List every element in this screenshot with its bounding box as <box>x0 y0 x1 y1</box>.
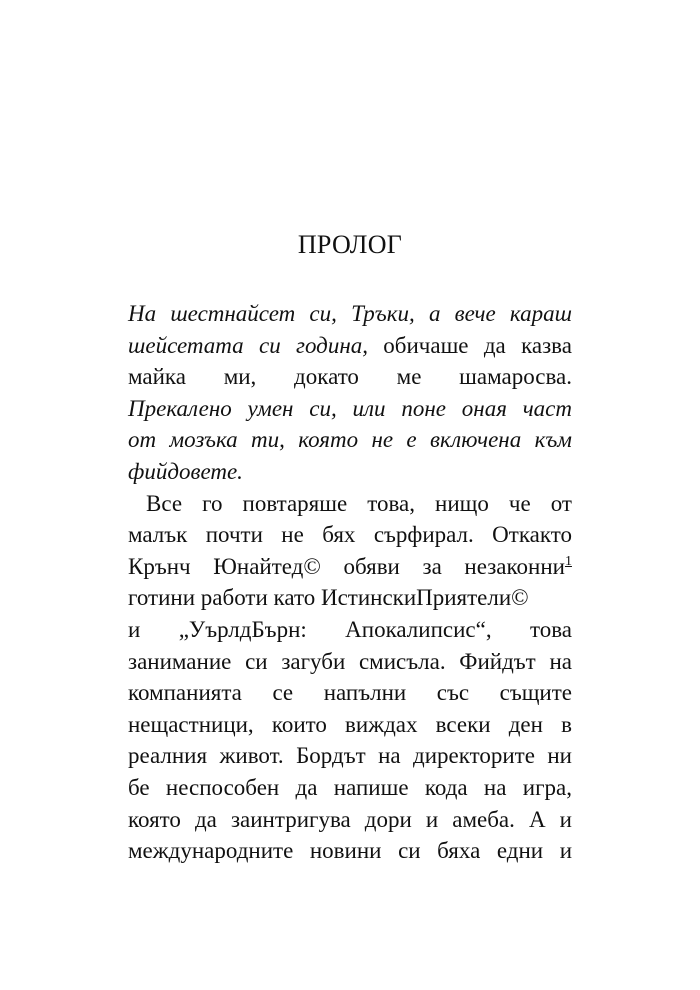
text-line <box>128 298 572 330</box>
text-word: малък <box>128 522 188 548</box>
text-word: го <box>202 490 223 516</box>
text-word: работи <box>200 585 268 611</box>
text-word: Откакто <box>492 522 572 548</box>
text-word: ни <box>547 743 572 769</box>
text-word: докато <box>294 364 359 390</box>
text-word: Крънч <box>128 553 191 579</box>
text-word: и <box>559 838 572 864</box>
text-word: не <box>281 522 304 548</box>
text-word: реалния <box>128 743 208 769</box>
text-word: бях <box>322 522 356 548</box>
text-word: обяви <box>343 553 400 579</box>
text-line <box>128 456 572 488</box>
footnote-marker[interactable]: 1 <box>564 553 572 569</box>
chapter-title: ПРОЛОГ <box>297 230 403 259</box>
text-word: обичаше <box>383 332 469 358</box>
text-line <box>128 709 572 741</box>
text-word: незаконни$^1$ <box>464 553 572 579</box>
text-word: от <box>550 490 572 516</box>
text-word: А <box>528 806 546 832</box>
text-word: напише <box>333 774 409 800</box>
text-line <box>128 361 572 393</box>
text-word: част <box>522 395 572 421</box>
text-word: шейсетата <box>128 332 244 358</box>
text-word: фийдовете. <box>128 458 243 484</box>
text-word: заинтригува <box>230 806 351 832</box>
text-word: като <box>273 585 316 611</box>
text-line <box>128 551 572 583</box>
text-word: си, <box>309 395 337 421</box>
text-word: и <box>559 806 572 832</box>
text-word: на <box>483 774 507 800</box>
text-word: бе <box>128 774 150 800</box>
text-word: ми, <box>223 364 257 390</box>
text-word: бяха <box>437 838 481 864</box>
text-word: си <box>258 332 281 358</box>
text-line <box>128 646 572 678</box>
text-word: Прекалено <box>128 395 232 421</box>
text-word: караш <box>509 301 572 326</box>
text-word: не <box>371 427 394 453</box>
text-line <box>128 740 572 772</box>
text-word: едни <box>496 838 544 864</box>
text-word: поне <box>401 395 446 421</box>
text-word: или <box>352 395 386 421</box>
text-word: да <box>194 806 217 832</box>
text-word: ти, <box>250 427 285 453</box>
text-word: на <box>549 648 572 674</box>
text-word: напълни <box>323 680 407 706</box>
text-word: компанията <box>128 680 242 706</box>
text-word: да <box>483 332 506 358</box>
text-word: на <box>378 743 401 769</box>
text-word: да <box>295 774 318 800</box>
text-word: виждах <box>345 711 418 737</box>
text-word: занимание <box>128 648 232 674</box>
text-line <box>128 835 572 867</box>
text-word: която <box>128 806 181 832</box>
text-line <box>128 614 572 646</box>
text-word: мозъка <box>169 427 238 453</box>
text-line <box>128 772 572 804</box>
text-word: неспособен <box>165 774 280 800</box>
text-word: в <box>561 711 572 737</box>
text-word: това, <box>367 490 415 516</box>
text-word: които <box>271 711 327 737</box>
text-word: същите <box>499 680 572 706</box>
text-word: живот. <box>219 743 284 769</box>
text-word: Апокалипсис“, <box>345 616 492 642</box>
text-line <box>128 677 572 709</box>
text-word: готини <box>128 585 196 611</box>
text-word: включена <box>429 427 522 453</box>
text-word: международните <box>128 838 294 864</box>
text-word: шестнайсет <box>170 301 296 326</box>
text-word: си, <box>309 301 337 326</box>
text-line <box>128 804 572 836</box>
text-word: към <box>534 427 572 453</box>
text-word: оная <box>461 395 507 421</box>
text-word: че <box>508 490 531 516</box>
text-word: се <box>272 680 294 706</box>
text-word: Все <box>146 490 183 516</box>
text-word: за <box>422 553 442 579</box>
text-word: загуби <box>281 648 346 674</box>
text-word: почти <box>205 522 263 548</box>
text-word: и <box>425 806 439 832</box>
text-word: от <box>128 427 157 453</box>
text-word: всеки <box>435 711 491 737</box>
text-word: смисъла. <box>358 648 446 674</box>
text-word: умен <box>247 395 294 421</box>
text-word: Бордът <box>296 743 366 769</box>
text-line <box>128 582 572 614</box>
text-word: директорите <box>413 743 535 769</box>
text-word: ме <box>396 364 422 390</box>
text-word: ИстинскиПриятели© <box>320 585 529 611</box>
text-word: година, <box>296 332 368 358</box>
text-word: си <box>398 838 421 864</box>
text-line <box>128 424 572 456</box>
text-word: си <box>245 648 268 674</box>
text-word: повтаряше <box>242 490 348 516</box>
body-text <box>128 298 572 867</box>
text-word: ден <box>508 711 543 737</box>
text-word: „УърлдБърн: <box>178 616 307 642</box>
text-word: амеба. <box>452 806 515 832</box>
text-word: сърфирал. <box>373 522 474 548</box>
text-word: На <box>128 301 157 326</box>
text-word: игра, <box>522 774 572 800</box>
text-word: дори <box>364 806 412 832</box>
text-word: нещастници, <box>128 711 254 737</box>
text-word: кода <box>424 774 468 800</box>
text-word: Тръки, <box>351 301 415 326</box>
text-word: която <box>298 427 359 453</box>
text-line <box>128 519 572 551</box>
text-word: е <box>406 427 417 453</box>
text-word: а <box>428 301 441 326</box>
text-word: майка <box>128 364 186 390</box>
text-word: Фийдът <box>459 648 536 674</box>
text-word: вече <box>454 301 496 326</box>
text-word: Юнайтед© <box>213 553 321 579</box>
text-word: шамаросва. <box>459 364 572 390</box>
text-word: със <box>436 680 470 706</box>
text-word: казва <box>521 332 572 358</box>
text-word: това <box>529 616 572 642</box>
text-word: нищо <box>435 490 489 516</box>
text-line <box>128 330 572 362</box>
text-line <box>128 393 572 425</box>
text-word: и <box>128 616 141 642</box>
text-word: новини <box>309 838 382 864</box>
text-line <box>128 488 572 520</box>
